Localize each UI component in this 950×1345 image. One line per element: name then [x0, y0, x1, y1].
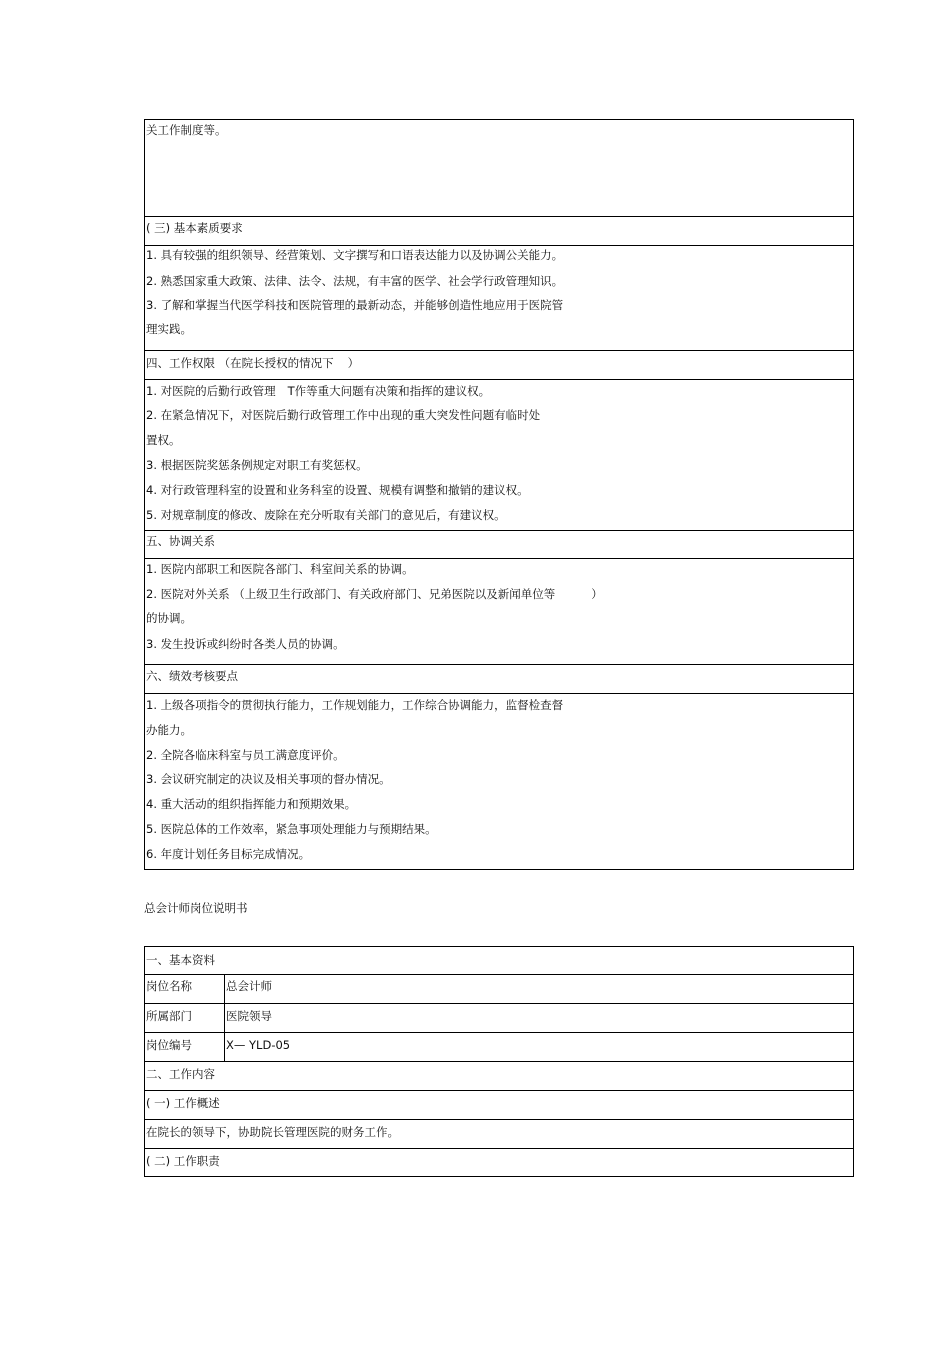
- field-label: 岗位编号: [146, 1038, 192, 1052]
- section-5-body: [145, 559, 853, 665]
- list-item: 3. 根据医院奖惩条例规定对职工有奖惩权。: [146, 458, 368, 472]
- field-row-position-name: [145, 975, 853, 1004]
- work-content-title: 二、工作内容: [146, 1067, 215, 1081]
- document-caption: 总会计师岗位说明书: [144, 901, 248, 915]
- field-value: 医院领导: [226, 1009, 272, 1023]
- list-item: 3. 了解和掌握当代医学科技和医院管理的最新动态，并能够创造性地应用于医院管: [146, 298, 564, 312]
- list-item: 4. 对行政管理科室的设置和业务科室的设置、规模有调整和撤销的建议权。: [146, 483, 529, 497]
- overview-header: [145, 1091, 853, 1120]
- section-3-header: [145, 217, 853, 246]
- list-item-part: 1. 对医院的后勤行政管理: [146, 384, 276, 398]
- overview-title: ( 一) 工作概述: [146, 1096, 220, 1110]
- section-4-header: [145, 351, 853, 380]
- list-item: 2. 在紧急情况下，对医院后勤行政管理工作中出现的重大突发性问题有临时处: [146, 408, 541, 422]
- work-content-header: [145, 1062, 853, 1091]
- field-label: 所属部门: [146, 1009, 192, 1023]
- list-item: 3. 会议研究制定的决议及相关事项的督办情况。: [146, 772, 391, 786]
- list-item: 1. 具有较强的组织领导、经营策划、文字撰写和口语表达能力以及协调公关能力。: [146, 248, 564, 262]
- section-6-header: [145, 665, 853, 694]
- list-item: 2. 全院各临床科室与员工满意度评价。: [146, 748, 345, 762]
- basic-info-title: 一、基本资料: [146, 953, 215, 967]
- section-6-body: [145, 694, 853, 869]
- section-5-header: [145, 531, 853, 559]
- job-description-table-1: [144, 119, 854, 870]
- job-description-table-2: [144, 946, 854, 1177]
- field-value: 总会计师: [226, 979, 272, 993]
- list-item: 办能力。: [146, 723, 192, 737]
- list-item-part: 2. 医院对外关系 （上级卫生行政部门、有关政府部门、兄弟医院以及新闻单位等: [146, 587, 556, 601]
- continuation-text: 关工作制度等。: [146, 123, 227, 137]
- list-item: 5. 对规章制度的修改、废除在充分听取有关部门的意见后，有建议权。: [146, 508, 506, 522]
- section-4-body: [145, 380, 853, 531]
- field-row-department: [145, 1004, 853, 1033]
- section-4-title-main: 四、工作权限 （在院长授权的情况下: [146, 356, 334, 370]
- list-item-part: ）: [591, 587, 603, 601]
- field-label: 岗位名称: [146, 979, 192, 993]
- list-item: 的协调。: [146, 611, 192, 625]
- section-5-title: 五、协调关系: [146, 534, 215, 548]
- list-item: 6. 年度计划任务目标完成情况。: [146, 847, 311, 861]
- list-item: 1. 上级各项指令的贯彻执行能力，工作规划能力，工作综合协调能力，监督检查督: [146, 698, 564, 712]
- continuation-row: [145, 120, 853, 217]
- section-6-title: 六、绩效考核要点: [146, 669, 238, 683]
- list-item: 2. 熟悉国家重大政策、法律、法令、法规，有丰富的医学、社会学行政管理知识。: [146, 274, 564, 288]
- field-value: X— YLD-05: [226, 1038, 291, 1052]
- list-item-part: T作等重大问题有决策和指挥的建议权。: [287, 384, 491, 398]
- section-4-title-close: ）: [347, 356, 360, 370]
- list-item: 3. 发生投诉或纠纷时各类人员的协调。: [146, 637, 345, 651]
- duties-header: [145, 1149, 853, 1176]
- list-item: 1. 医院内部职工和医院各部门、科室间关系的协调。: [146, 562, 414, 576]
- overview-text: 在院长的领导下，协助院长管理医院的财务工作。: [146, 1125, 399, 1139]
- list-item: 理实践。: [146, 322, 192, 336]
- basic-info-header: [145, 947, 853, 975]
- section-3-title: ( 三) 基本素质要求: [146, 221, 243, 235]
- list-item: [146, 384, 490, 398]
- list-item: 置权。: [146, 433, 181, 447]
- field-row-position-code: [145, 1033, 853, 1062]
- list-item: 4. 重大活动的组织指挥能力和预期效果。: [146, 797, 357, 811]
- section-4-title: [146, 356, 359, 370]
- duties-title: ( 二) 工作职责: [146, 1154, 220, 1168]
- list-item: 5. 医院总体的工作效率，紧急事项处理能力与预期结果。: [146, 822, 437, 836]
- section-3-body: [145, 246, 853, 351]
- list-item: [146, 587, 603, 601]
- overview-body: [145, 1120, 853, 1149]
